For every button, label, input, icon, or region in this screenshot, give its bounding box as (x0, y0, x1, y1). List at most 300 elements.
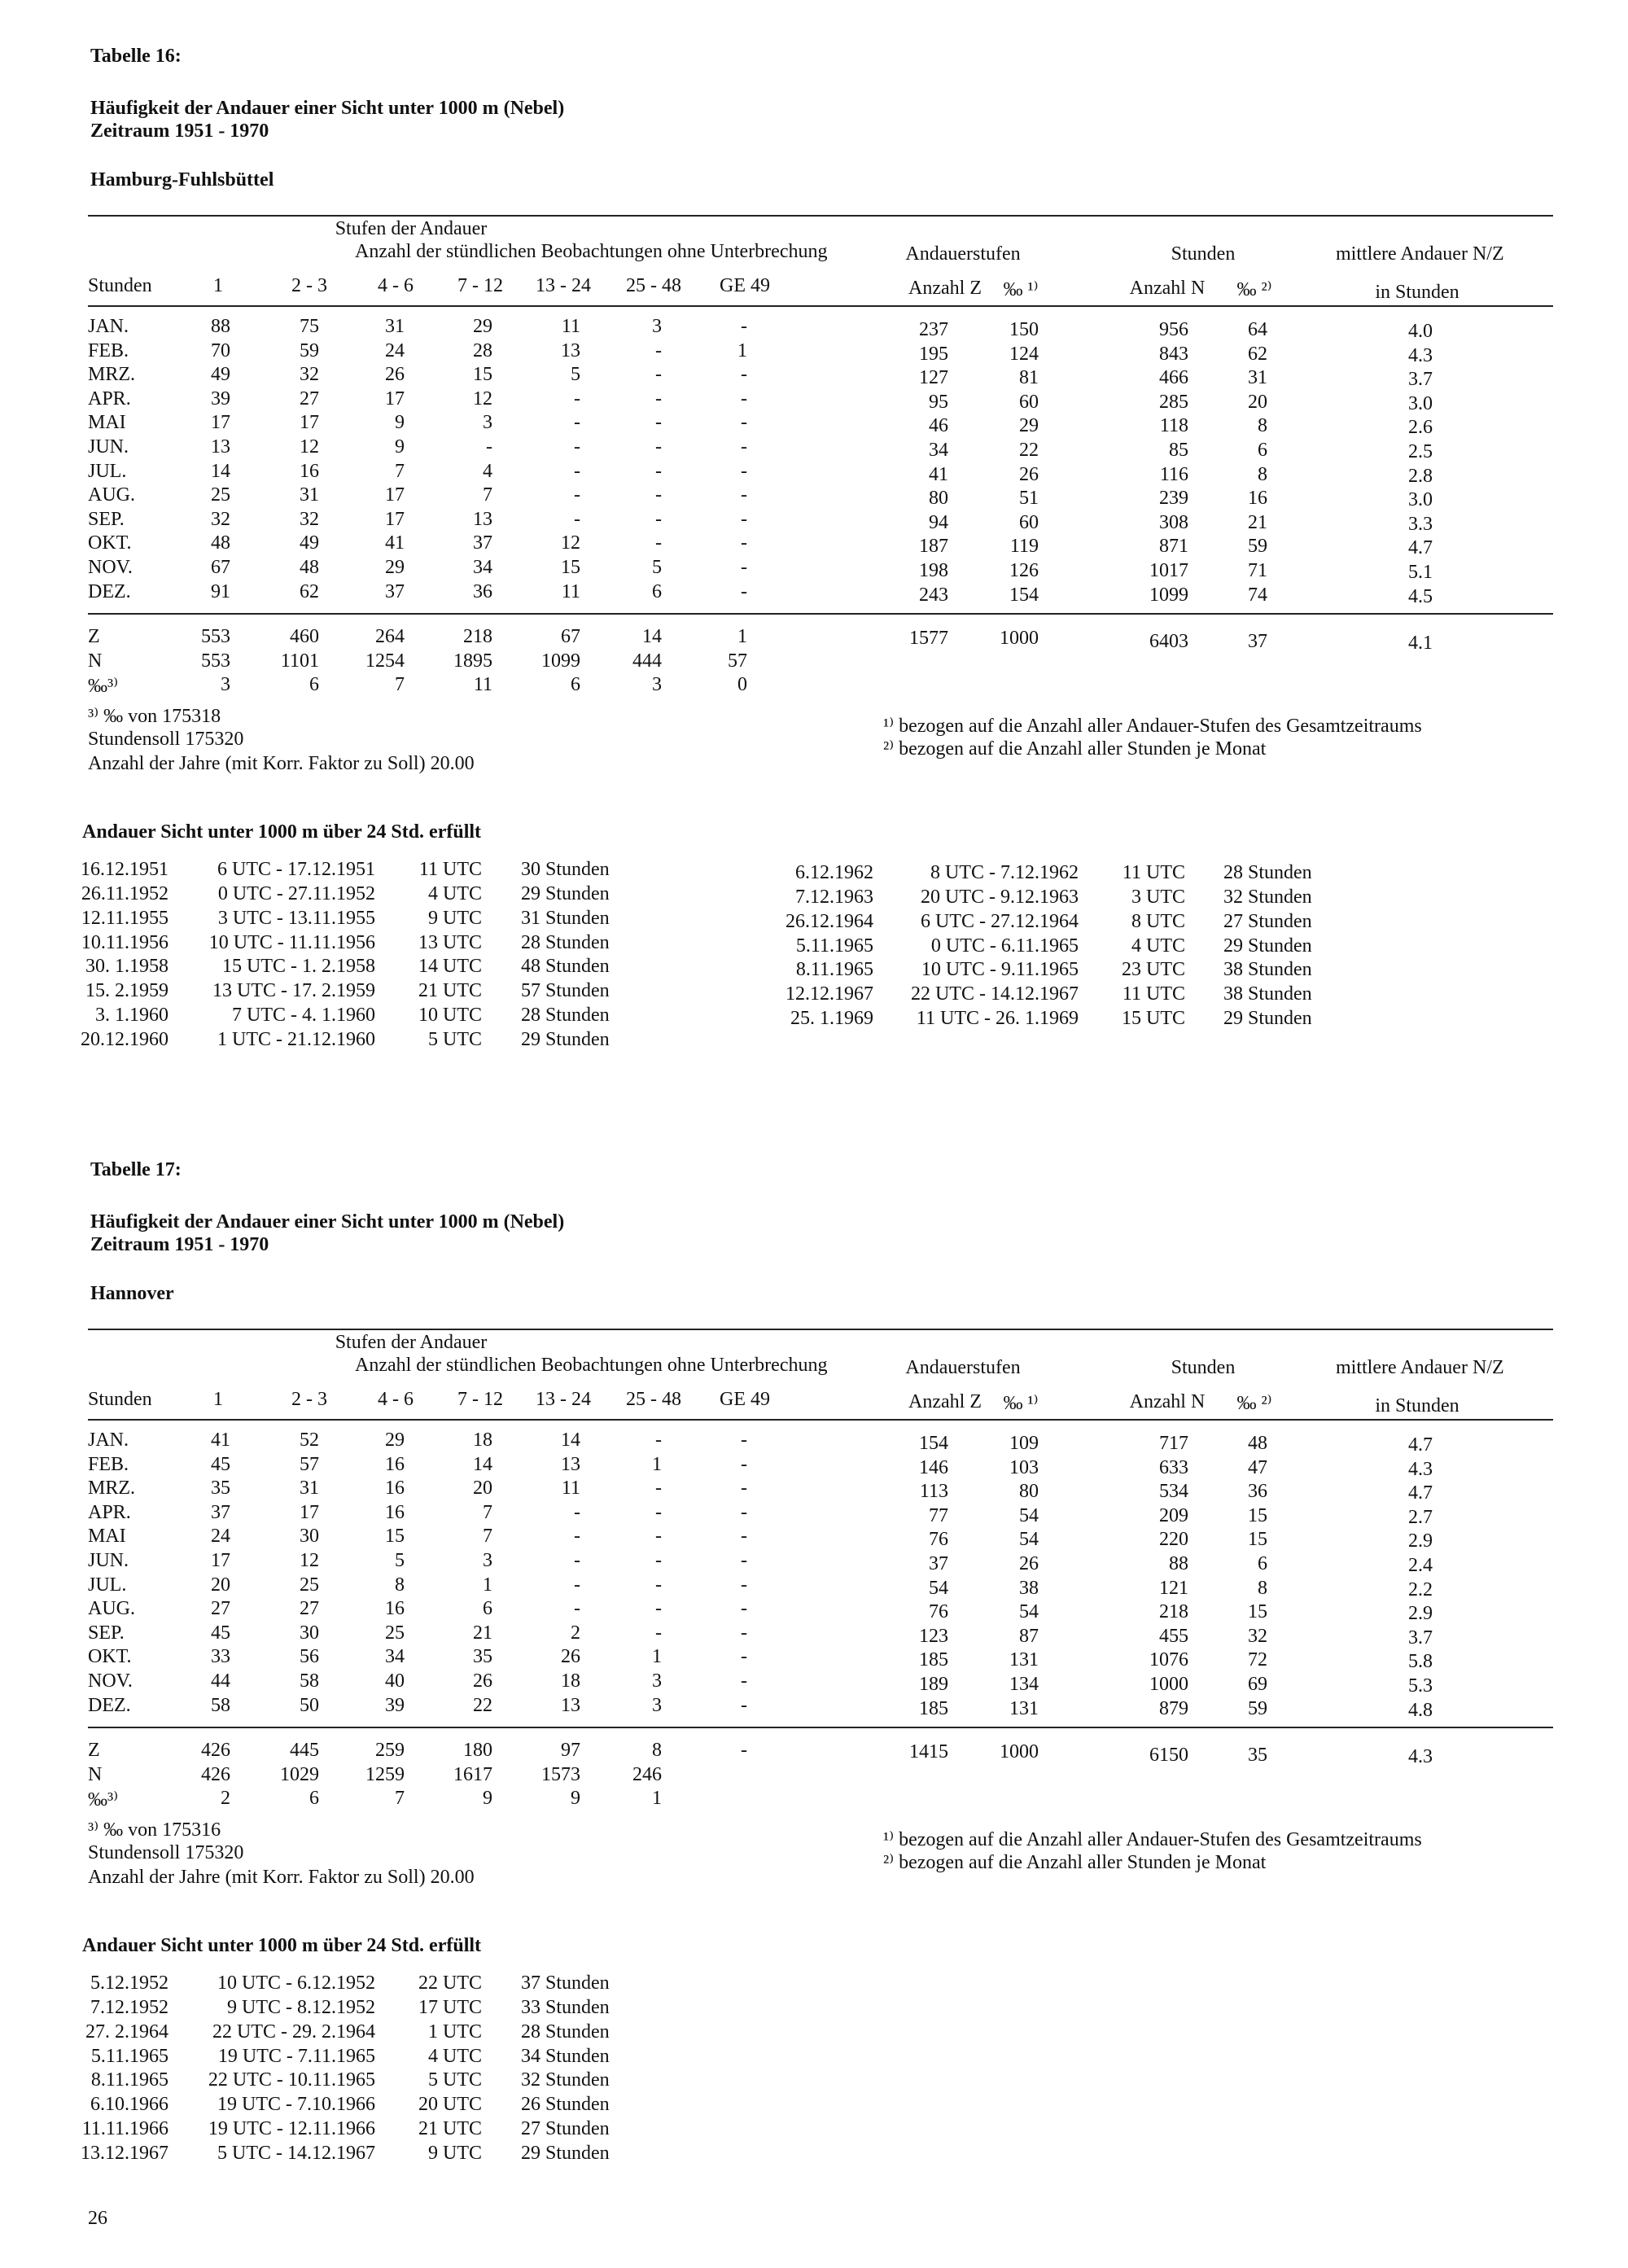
bin-value: 20 (473, 1478, 492, 1500)
event-span: 10 UTC - 6.12.1952 (217, 1972, 375, 1994)
event-span: 9 UTC - 8.12.1952 (227, 1997, 375, 2018)
bin-value: 13 (561, 339, 580, 361)
header-bin: GE 49 (720, 1389, 770, 1410)
totals-value: 6 (571, 674, 580, 696)
table-label: Tabelle 17: (90, 1159, 182, 1180)
bin-value: 14 (473, 1453, 492, 1475)
header-bin: 13 - 24 (536, 1389, 591, 1410)
permille-n-value: 15 (1248, 1601, 1267, 1623)
month-label: DEZ. (88, 580, 131, 602)
anzahl-z-value: 243 (919, 584, 948, 606)
event-hours: 29 Stunden (521, 1028, 610, 1050)
anzahl-n-value: 121 (1159, 1577, 1188, 1599)
permille-n-value: 72 (1248, 1649, 1267, 1671)
total-np: 37 (1248, 631, 1267, 653)
events-title: Andauer Sicht unter 1000 m über 24 Std. erfüllt (82, 821, 482, 843)
bin-value: 15 (561, 557, 580, 578)
avg-duration-value: 4.8 (1408, 1699, 1433, 1721)
bin-value: 32 (300, 364, 319, 386)
avg-duration-value: 2.2 (1408, 1578, 1433, 1600)
permille-n-value: 6 (1258, 1553, 1267, 1574)
totals-value: 6 (309, 1788, 319, 1810)
totals-value: 1 (652, 1788, 662, 1810)
permille-n-value: 8 (1258, 415, 1267, 437)
totals-value: 1259 (365, 1763, 405, 1785)
footnote-left: Anzahl der Jahre (mit Korr. Faktor zu Soll) 20.00 (88, 753, 475, 775)
month-label: JUL. (88, 1574, 127, 1596)
bin-value: 34 (385, 1646, 405, 1668)
anzahl-z-value: 34 (929, 440, 948, 461)
anzahl-n-value: 633 (1159, 1456, 1188, 1478)
permille-z-value: 150 (1009, 319, 1039, 340)
event-start-date: 6.12.1962 (795, 862, 873, 884)
bin-value: 58 (211, 1694, 230, 1716)
anzahl-n-value: 871 (1159, 536, 1188, 558)
month-label: JUN. (88, 436, 129, 458)
header-stunden: Stunden (1171, 243, 1236, 265)
bin-value: 21 (473, 1622, 492, 1644)
bin-value: 20 (211, 1574, 230, 1596)
totals-rule (88, 613, 1553, 615)
header-bin: 1 (213, 275, 223, 296)
bin-value: 12 (473, 387, 492, 409)
bin-value: - (655, 1622, 662, 1644)
totals-value: 246 (632, 1763, 662, 1785)
event-hours: 26 Stunden (521, 2094, 610, 2116)
event-start-date: 7.12.1952 (90, 1997, 168, 2018)
event-start-date: 6.10.1966 (90, 2094, 168, 2116)
event-start-date: 12.11.1955 (81, 907, 168, 929)
avg-duration-value: 2.9 (1408, 1530, 1433, 1552)
bin-value: - (655, 484, 662, 506)
bin-value: 14 (211, 460, 230, 482)
event-end-time: 21 UTC (418, 980, 482, 1002)
month-label: MAI (88, 412, 126, 434)
footnote-left: Anzahl der Jahre (mit Korr. Faktor zu Soll) 20.00 (88, 1867, 475, 1889)
header-anzahl-z: Anzahl Z (908, 1391, 982, 1412)
month-label: JUL. (88, 460, 127, 482)
permille-n-value: 8 (1258, 463, 1267, 485)
event-hours: 38 Stunden (1223, 959, 1312, 981)
bin-value: - (741, 460, 747, 482)
bin-value: 17 (385, 508, 405, 530)
bin-value: 18 (473, 1430, 492, 1451)
anzahl-n-value: 116 (1159, 463, 1188, 485)
totals-value: 1101 (280, 650, 319, 672)
bin-value: - (741, 436, 747, 458)
header-permille-1: ‰ ¹⁾ (1003, 1393, 1039, 1414)
bin-value: 39 (385, 1694, 405, 1716)
bin-value: 37 (473, 532, 492, 554)
avg-duration-value: 2.6 (1408, 417, 1433, 439)
month-label: DEZ. (88, 1694, 131, 1716)
anzahl-z-value: 123 (919, 1625, 948, 1647)
bin-value: - (655, 339, 662, 361)
bin-value: 5 (571, 364, 580, 386)
permille-n-value: 32 (1248, 1625, 1267, 1647)
anzahl-n-value: 534 (1159, 1481, 1188, 1503)
bin-value: 12 (561, 532, 580, 554)
anzahl-z-value: 195 (919, 343, 948, 365)
footnote-left: ³⁾ ‰ von 175316 (88, 1819, 221, 1841)
permille-n-value: 62 (1248, 343, 1267, 365)
permille-z-value: 87 (1019, 1625, 1039, 1647)
totals-label: N (88, 1763, 103, 1785)
totals-value: 7 (395, 674, 405, 696)
event-start-date: 25. 1.1969 (790, 1008, 873, 1029)
bin-value: 34 (473, 557, 492, 578)
anzahl-n-value: 879 (1159, 1697, 1188, 1719)
permille-z-value: 109 (1009, 1433, 1039, 1454)
bin-value: 13 (561, 1453, 580, 1475)
avg-duration-value: 3.0 (1408, 489, 1433, 511)
bin-value: 32 (300, 508, 319, 530)
bin-value: 75 (300, 316, 319, 337)
bin-value: 11 (561, 1478, 580, 1500)
anzahl-z-value: 54 (929, 1577, 948, 1599)
bin-value: 22 (473, 1694, 492, 1716)
page-number: 26 (88, 2208, 107, 2229)
bin-value: 11 (561, 580, 580, 602)
event-hours: 30 Stunden (521, 859, 610, 881)
permille-z-value: 124 (1009, 343, 1039, 365)
bin-value: 70 (211, 339, 230, 361)
bin-value: 7 (395, 460, 405, 482)
event-hours: 28 Stunden (1223, 862, 1312, 884)
permille-n-value: 64 (1248, 319, 1267, 340)
avg-duration-value: 3.3 (1408, 513, 1433, 535)
event-hours: 32 Stunden (521, 2069, 610, 2091)
bin-value: - (741, 1453, 747, 1475)
avg-duration-value: 4.7 (1408, 537, 1433, 559)
header-permille-1: ‰ ¹⁾ (1003, 279, 1039, 300)
event-start-date: 5.11.1965 (795, 935, 873, 957)
bin-value: 31 (300, 1478, 319, 1500)
bin-value: 49 (300, 532, 319, 554)
event-end-time: 21 UTC (418, 2118, 482, 2139)
header-stunden-col: Stunden (88, 1389, 152, 1410)
bin-value: - (574, 1550, 580, 1571)
total-z: 1577 (909, 628, 948, 650)
anzahl-n-value: 285 (1159, 391, 1188, 413)
anzahl-n-value: 843 (1159, 343, 1188, 365)
totals-value: 1895 (453, 650, 492, 672)
month-label: AUG. (88, 1598, 135, 1620)
avg-duration-value: 2.8 (1408, 465, 1433, 487)
totals-label: ‰³⁾ (88, 676, 119, 698)
avg-duration-value: 2.9 (1408, 1603, 1433, 1625)
anzahl-n-value: 308 (1159, 511, 1188, 533)
anzahl-z-value: 189 (919, 1674, 948, 1695)
totals-value: 3 (652, 674, 662, 696)
month-label: SEP. (88, 508, 125, 530)
permille-n-value: 16 (1248, 488, 1267, 510)
bin-value: - (741, 1646, 747, 1668)
bin-value: 25 (385, 1622, 405, 1644)
event-hours: 28 Stunden (521, 1005, 610, 1026)
bin-value: - (574, 508, 580, 530)
header-stunden: Stunden (1171, 1357, 1236, 1378)
permille-n-value: 6 (1258, 440, 1267, 461)
header-bin: 2 - 3 (291, 1389, 327, 1410)
bin-value: 45 (211, 1622, 230, 1644)
totals-value: 1029 (280, 1763, 319, 1785)
permille-z-value: 51 (1019, 488, 1039, 510)
event-end-time: 5 UTC (428, 2069, 482, 2091)
totals-value: 6 (309, 674, 319, 696)
bin-value: 15 (385, 1526, 405, 1548)
event-end-time: 11 UTC (418, 859, 482, 881)
event-end-time: 23 UTC (1122, 959, 1185, 981)
bin-value: 41 (385, 532, 405, 554)
permille-z-value: 60 (1019, 511, 1039, 533)
totals-value: 444 (632, 650, 662, 672)
bin-value: 26 (385, 364, 405, 386)
bin-value: 17 (211, 1550, 230, 1571)
event-start-date: 3. 1.1960 (95, 1005, 168, 1026)
totals-value: 553 (201, 626, 230, 648)
permille-n-value: 71 (1248, 560, 1267, 581)
event-span: 19 UTC - 7.11.1965 (217, 2045, 375, 2067)
event-span: 22 UTC - 29. 2.1964 (212, 2021, 375, 2043)
bin-value: 6 (483, 1598, 492, 1620)
totals-value: - (741, 1740, 747, 1762)
bin-value: 24 (211, 1526, 230, 1548)
event-hours: 33 Stunden (521, 1997, 610, 2018)
bin-value: - (655, 1430, 662, 1451)
header-anzahl-n: Anzahl N (1129, 278, 1206, 299)
header-rule (88, 1419, 1553, 1421)
anzahl-n-value: 717 (1159, 1433, 1188, 1454)
avg-duration-value: 5.8 (1408, 1651, 1433, 1673)
event-start-date: 12.12.1967 (786, 983, 873, 1005)
header-in-stunden: in Stunden (1375, 1395, 1460, 1416)
bin-value: - (741, 1598, 747, 1620)
bin-value: 16 (385, 1478, 405, 1500)
event-end-time: 1 UTC (428, 2021, 482, 2043)
permille-n-value: 74 (1248, 584, 1267, 606)
bin-value: 17 (300, 412, 319, 434)
anzahl-z-value: 76 (929, 1601, 948, 1623)
totals-value: 445 (290, 1740, 319, 1762)
bin-value: 5 (395, 1550, 405, 1571)
anzahl-z-value: 198 (919, 560, 948, 581)
bin-value: 3 (652, 316, 662, 337)
bin-value: 12 (300, 1550, 319, 1571)
permille-n-value: 59 (1248, 1697, 1267, 1719)
bin-value: - (741, 532, 747, 554)
permille-z-value: 26 (1019, 1553, 1039, 1574)
anzahl-n-value: 1000 (1149, 1674, 1188, 1695)
event-hours: 28 Stunden (521, 2021, 610, 2043)
avg-duration-value: 3.0 (1408, 392, 1433, 414)
permille-z-value: 26 (1019, 463, 1039, 485)
bin-value: 11 (561, 316, 580, 337)
header-mittlere: mittlere Andauer N/Z (1336, 1357, 1504, 1378)
bin-value: 1 (652, 1453, 662, 1475)
bin-value: 37 (211, 1501, 230, 1523)
permille-n-value: 31 (1248, 367, 1267, 389)
anzahl-z-value: 77 (929, 1504, 948, 1526)
anzahl-z-value: 185 (919, 1697, 948, 1719)
event-hours: 34 Stunden (521, 2045, 610, 2067)
footnote-right: ¹⁾ bezogen auf die Anzahl aller Andauer-Stufen des Gesamtzeitraums (883, 1829, 1422, 1851)
permille-n-value: 59 (1248, 536, 1267, 558)
totals-value: 264 (375, 626, 405, 648)
event-span: 15 UTC - 1. 2.1958 (222, 956, 375, 978)
bin-value: - (741, 412, 747, 434)
total-n: 6403 (1149, 631, 1188, 653)
event-end-time: 4 UTC (428, 2045, 482, 2067)
bin-value: 58 (300, 1670, 319, 1692)
permille-z-value: 154 (1009, 584, 1039, 606)
bin-value: 36 (473, 580, 492, 602)
event-end-time: 11 UTC (1122, 862, 1185, 884)
bin-value: 16 (300, 460, 319, 482)
header-anzahl: Anzahl der stündlichen Beobachtungen ohne Unterbrechung (355, 1355, 828, 1376)
permille-n-value: 8 (1258, 1577, 1267, 1599)
totals-value: 460 (290, 626, 319, 648)
bin-value: 13 (473, 508, 492, 530)
totals-value: 57 (728, 650, 747, 672)
bin-value: 16 (385, 1598, 405, 1620)
bin-value: 40 (385, 1670, 405, 1692)
month-label: JAN. (88, 1430, 129, 1451)
month-label: MRZ. (88, 1478, 136, 1500)
anzahl-n-value: 239 (1159, 488, 1188, 510)
event-end-time: 10 UTC (418, 1005, 482, 1026)
header-stufen: Stufen der Andauer (335, 1332, 488, 1353)
anzahl-n-value: 85 (1169, 440, 1188, 461)
header-permille-2: ‰ ²⁾ (1236, 1393, 1272, 1414)
permille-n-value: 48 (1248, 1433, 1267, 1454)
footnote-left: Stundensoll 175320 (88, 1842, 244, 1864)
event-start-date: 15. 2.1959 (85, 980, 168, 1002)
event-span: 22 UTC - 10.11.1965 (208, 2069, 375, 2091)
bin-value: - (655, 1550, 662, 1571)
total-z: 1415 (909, 1741, 948, 1763)
bin-value: 30 (300, 1526, 319, 1548)
bin-value: 35 (211, 1478, 230, 1500)
totals-value: 1254 (365, 650, 405, 672)
table-label: Tabelle 16: (90, 46, 182, 67)
event-start-date: 13.12.1967 (81, 2142, 168, 2164)
bin-value: - (574, 1598, 580, 1620)
totals-value: 426 (201, 1740, 230, 1762)
bin-value: 49 (211, 364, 230, 386)
bin-value: 39 (211, 387, 230, 409)
avg-duration-value: 5.1 (1408, 562, 1433, 583)
totals-value: 67 (561, 626, 580, 648)
avg-duration-value: 4.3 (1408, 1458, 1433, 1480)
permille-z-value: 54 (1019, 1601, 1039, 1623)
permille-z-value: 81 (1019, 367, 1039, 389)
totals-label: N (88, 650, 103, 672)
header-in-stunden: in Stunden (1375, 282, 1460, 303)
anzahl-z-value: 76 (929, 1529, 948, 1551)
footnote-left: ³⁾ ‰ von 175318 (88, 706, 221, 728)
bin-value: 44 (211, 1670, 230, 1692)
event-span: 6 UTC - 27.12.1964 (921, 910, 1079, 932)
bin-value: 41 (211, 1430, 230, 1451)
anzahl-z-value: 185 (919, 1649, 948, 1671)
totals-value: 97 (561, 1740, 580, 1762)
event-hours: 57 Stunden (521, 980, 610, 1002)
anzahl-z-value: 37 (929, 1553, 948, 1574)
station-name: Hannover (90, 1283, 174, 1304)
anzahl-z-value: 94 (929, 511, 948, 533)
header-bin: 4 - 6 (378, 1389, 414, 1410)
bin-value: 31 (385, 316, 405, 337)
event-start-date: 26.11.1952 (81, 883, 168, 904)
bin-value: 59 (300, 339, 319, 361)
event-end-time: 5 UTC (428, 1028, 482, 1050)
bin-value: 91 (211, 580, 230, 602)
totals-value: 9 (571, 1788, 580, 1810)
bin-value: 1 (483, 1574, 492, 1596)
bin-value: 26 (473, 1670, 492, 1692)
footnote-right: ¹⁾ bezogen auf die Anzahl aller Andauer-Stufen des Gesamtzeitraums (883, 716, 1422, 738)
totals-label: Z (88, 1740, 100, 1762)
anzahl-z-value: 154 (919, 1433, 948, 1454)
anzahl-n-value: 1076 (1149, 1649, 1188, 1671)
permille-n-value: 47 (1248, 1456, 1267, 1478)
station-name: Hamburg-Fuhlsbüttel (90, 169, 274, 190)
event-end-time: 11 UTC (1122, 983, 1185, 1005)
event-hours: 32 Stunden (1223, 887, 1312, 908)
header-bin: GE 49 (720, 275, 770, 296)
totals-value: 9 (483, 1788, 492, 1810)
avg-duration-value: 2.7 (1408, 1506, 1433, 1528)
avg-duration-value: 3.7 (1408, 1627, 1433, 1648)
totals-value: 180 (463, 1740, 492, 1762)
bin-value: - (574, 484, 580, 506)
event-start-date: 30. 1.1958 (85, 956, 168, 978)
anzahl-z-value: 237 (919, 319, 948, 340)
bin-value: - (574, 1574, 580, 1596)
avg-duration-value: 4.3 (1408, 344, 1433, 366)
bin-value: 48 (300, 557, 319, 578)
event-hours: 29 Stunden (521, 883, 610, 904)
event-hours: 29 Stunden (521, 2142, 610, 2164)
anzahl-n-value: 466 (1159, 367, 1188, 389)
permille-z-value: 29 (1019, 415, 1039, 437)
bin-value: - (741, 1622, 747, 1644)
totals-value: 3 (221, 674, 230, 696)
table-top-rule (88, 215, 1553, 217)
bin-value: 48 (211, 532, 230, 554)
bin-value: - (655, 1574, 662, 1596)
events-title: Andauer Sicht unter 1000 m über 24 Std. erfüllt (82, 1935, 482, 1957)
table-title: Häufigkeit der Andauer einer Sicht unter 1000 m (Nebel) (90, 1211, 565, 1233)
totals-value: 7 (395, 1788, 405, 1810)
bin-value: 56 (300, 1646, 319, 1668)
bin-value: 13 (211, 436, 230, 458)
totals-rule (88, 1727, 1553, 1728)
bin-value: - (655, 1478, 662, 1500)
month-label: SEP. (88, 1622, 125, 1644)
bin-value: - (655, 508, 662, 530)
bin-value: - (655, 1501, 662, 1523)
month-label: JUN. (88, 1550, 129, 1571)
bin-value: 3 (483, 1550, 492, 1571)
event-end-time: 17 UTC (418, 1997, 482, 2018)
event-start-date: 26.12.1964 (786, 910, 873, 932)
anzahl-z-value: 80 (929, 488, 948, 510)
month-label: AUG. (88, 484, 135, 506)
bin-value: - (741, 1526, 747, 1548)
anzahl-n-value: 956 (1159, 319, 1188, 340)
